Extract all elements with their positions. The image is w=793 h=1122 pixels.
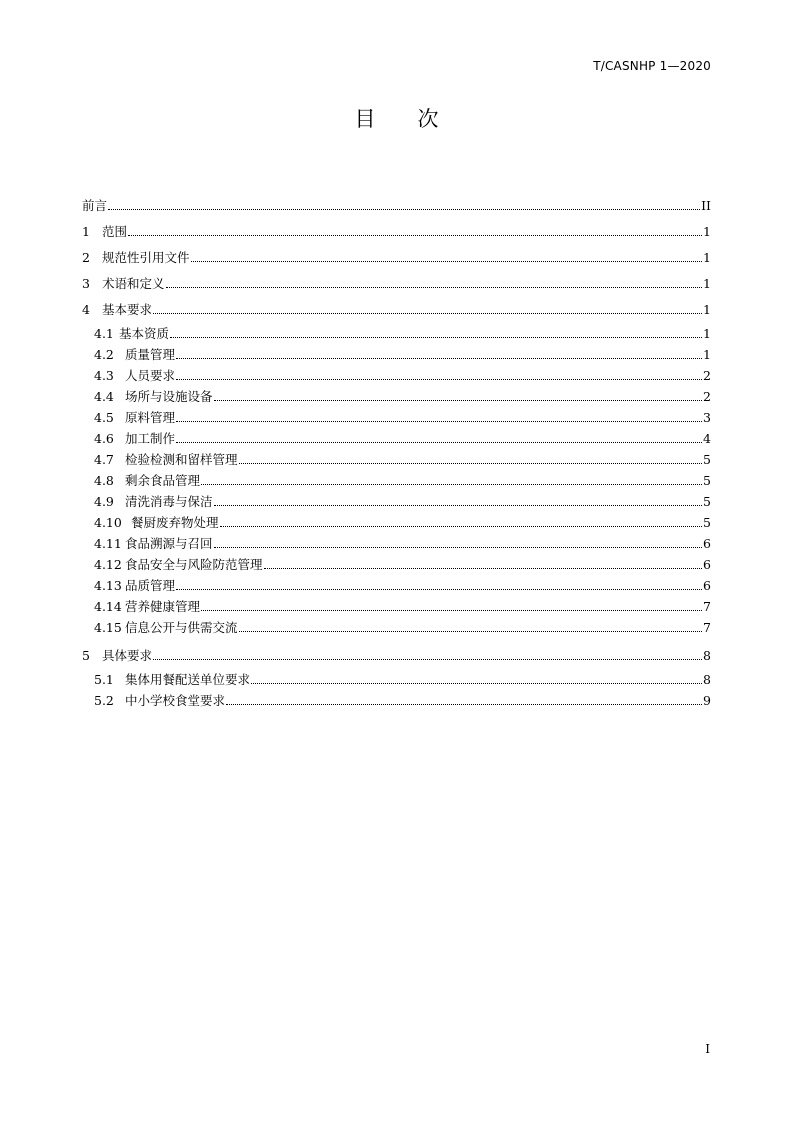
toc-entry-title: 餐厨废弃物处理 [131, 514, 219, 530]
toc-entry-number: 4.3 [94, 367, 114, 383]
standard-code: T/CASNHP 1—2020 [593, 59, 711, 73]
toc-entry-title: 中小学校食堂要求 [125, 692, 226, 708]
title-char-1: 目 [354, 107, 376, 131]
toc-entry[interactable] [82, 634, 711, 662]
toc-entry[interactable] [82, 508, 711, 529]
toc-entry[interactable] [82, 686, 711, 707]
toc-entry-number: 4.6 [94, 430, 114, 446]
toc-entry-number: 4.4 [94, 388, 114, 404]
toc-entry-title: 术语和定义 [102, 275, 165, 291]
toc-entry-title: 清洗消毒与保洁 [125, 493, 213, 509]
toc-entry-title: 加工制作 [125, 430, 176, 446]
toc-entry[interactable] [82, 238, 711, 264]
toc-entry[interactable] [82, 592, 711, 613]
toc-entry[interactable] [82, 382, 711, 403]
toc-entry-page: 7 [703, 598, 711, 614]
toc-entry-number: 3 [82, 275, 90, 291]
toc-entry-number: 5.2 [94, 692, 114, 708]
toc-entry-number: 5 [82, 647, 90, 663]
toc-entry-number: 4.7 [94, 451, 114, 467]
toc-entry[interactable] [82, 340, 711, 361]
toc-dot-leader [214, 547, 702, 548]
toc-dot-leader [170, 337, 702, 338]
toc-entry-title: 原料管理 [125, 409, 176, 425]
toc-entry[interactable] [82, 662, 711, 686]
toc-entry-number: 4.8 [94, 472, 114, 488]
toc-entry-number: 2 [82, 249, 90, 265]
toc-entry-page: 4 [703, 430, 711, 446]
toc-entry-page: 3 [703, 409, 711, 425]
toc-entry-title: 食品安全与风险防范管理 [125, 556, 263, 572]
toc-entry-page: 6 [703, 556, 711, 572]
toc-entry-title: 品质管理 [125, 577, 176, 593]
toc-entry-number: 4.15 [94, 619, 122, 635]
toc-entry-page: 8 [703, 647, 711, 663]
toc-entry-number: 4.12 [94, 556, 122, 572]
toc-entry[interactable] [82, 445, 711, 466]
toc-dot-leader [201, 484, 702, 485]
toc-dot-leader [239, 463, 702, 464]
toc-dot-leader [251, 683, 702, 684]
page-title [0, 103, 793, 133]
toc-entry[interactable] [82, 571, 711, 592]
toc-entry[interactable] [82, 290, 711, 316]
toc-entry[interactable] [82, 487, 711, 508]
toc-entry-number: 4.11 [94, 535, 122, 551]
toc-entry-number: 4.2 [94, 346, 114, 362]
toc-entry-page: 1 [703, 223, 711, 239]
toc-entry-page: 2 [703, 388, 711, 404]
toc-entry-title: 集体用餐配送单位要求 [125, 671, 251, 687]
toc-entry-title: 范围 [102, 223, 128, 239]
toc-dot-leader [166, 287, 702, 288]
toc-entry-number: 5.1 [94, 671, 114, 687]
toc-entry-page: 6 [703, 577, 711, 593]
toc-entry-page: 1 [703, 301, 711, 317]
toc-entry-page: 1 [703, 249, 711, 265]
toc-entry-number: 1 [82, 223, 90, 239]
toc-dot-leader [153, 313, 702, 314]
toc-entry-title: 基本要求 [102, 301, 153, 317]
toc-entry-title: 质量管理 [125, 346, 176, 362]
toc-entry[interactable] [82, 212, 711, 238]
toc-entry-page: 5 [703, 493, 711, 509]
toc-entry[interactable] [82, 361, 711, 382]
toc-entry-title: 具体要求 [102, 647, 153, 663]
toc-entry-number: 4 [82, 301, 90, 317]
page-number: I [705, 1042, 710, 1056]
toc-dot-leader [176, 421, 702, 422]
toc-entry[interactable] [82, 186, 711, 212]
toc-dot-leader [214, 505, 702, 506]
toc-dot-leader [176, 358, 702, 359]
toc-entry-page: 6 [703, 535, 711, 551]
toc-entry-title: 剩余食品管理 [125, 472, 201, 488]
toc-entry[interactable] [82, 424, 711, 445]
toc-entry-page: 2 [703, 367, 711, 383]
toc-dot-leader [176, 442, 702, 443]
toc-entry[interactable] [82, 403, 711, 424]
toc-entry-page: 7 [703, 619, 711, 635]
toc-entry[interactable] [82, 613, 711, 634]
toc-entry-number: 4.10 [94, 514, 122, 530]
toc-entry-title: 前言 [82, 197, 108, 213]
toc-dot-leader [201, 610, 702, 611]
toc-entry-title: 规范性引用文件 [102, 249, 190, 265]
toc-entry-title: 食品溯源与召回 [125, 535, 213, 551]
toc-entry-title: 场所与设施设备 [125, 388, 213, 404]
toc-dot-leader [214, 400, 702, 401]
toc-entry-title: 营养健康管理 [125, 598, 201, 614]
toc-dot-leader [191, 261, 702, 262]
toc-dot-leader [108, 209, 700, 210]
toc-entry-page: II [701, 197, 711, 213]
toc-dot-leader [264, 568, 702, 569]
toc-entry[interactable] [82, 529, 711, 550]
toc-entry-number: 4.5 [94, 409, 114, 425]
toc-entry-title: 信息公开与供需交流 [125, 619, 238, 635]
toc-entry-page: 8 [703, 671, 711, 687]
toc-entry-page: 5 [703, 514, 711, 530]
toc-dot-leader [176, 379, 702, 380]
toc-dot-leader [153, 659, 702, 660]
toc-entry-page: 5 [703, 472, 711, 488]
toc-entry[interactable] [82, 550, 711, 571]
toc-entry-page: 1 [703, 275, 711, 291]
toc-entry-page: 1 [703, 346, 711, 362]
toc-entry-page: 5 [703, 451, 711, 467]
toc-entry[interactable] [82, 316, 711, 340]
toc-entry-title: 检验检测和留样管理 [125, 451, 238, 467]
toc-entry[interactable] [82, 264, 711, 290]
toc-dot-leader [220, 526, 702, 527]
toc-entry-number: 4.1 [94, 325, 114, 341]
toc-entry-page: 9 [703, 692, 711, 708]
toc-entry-title: 基本资质 [119, 325, 170, 341]
table-of-contents [82, 186, 711, 707]
toc-entry[interactable] [82, 466, 711, 487]
title-char-2: 次 [417, 107, 439, 131]
toc-dot-leader [176, 589, 702, 590]
toc-entry-number: 4.13 [94, 577, 122, 593]
toc-dot-leader [226, 704, 702, 705]
toc-entry-number: 4.9 [94, 493, 114, 509]
toc-entry-number: 4.14 [94, 598, 122, 614]
toc-dot-leader [239, 631, 702, 632]
toc-entry-page: 1 [703, 325, 711, 341]
toc-entry-title: 人员要求 [125, 367, 176, 383]
toc-dot-leader [128, 235, 702, 236]
